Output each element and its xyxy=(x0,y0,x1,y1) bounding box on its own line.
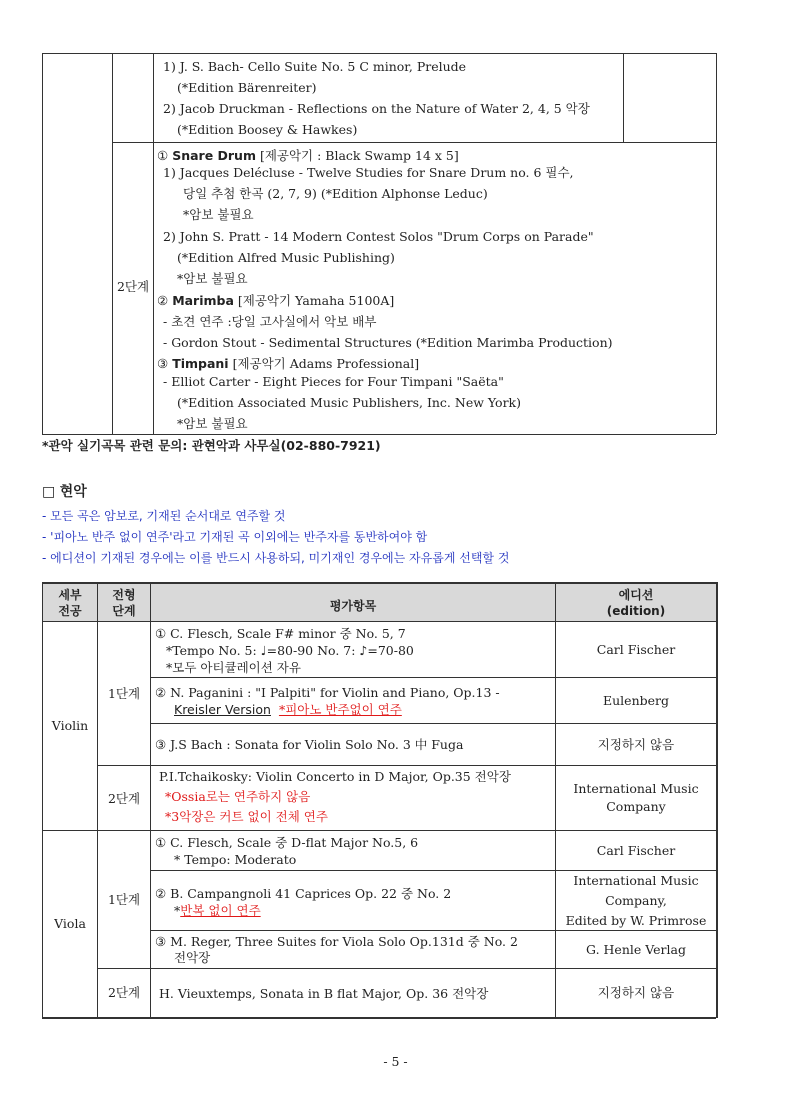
checkbox-icon: □ xyxy=(42,484,56,500)
violin-item2-edition: Eulenberg xyxy=(603,692,669,708)
snare-line: (*Edition Alfred Music Publishing) xyxy=(177,250,395,265)
item-line xyxy=(155,902,451,919)
marimba-heading xyxy=(157,290,394,311)
stage-label: 2단계 xyxy=(116,279,150,294)
top-table-top-border xyxy=(42,53,716,54)
violin-item1-edition: Carl Fischer xyxy=(596,641,676,657)
item-line xyxy=(155,701,500,718)
item-line: *모두 아티큘레이션 자유 xyxy=(166,660,301,675)
violin-stage2: 2단계 xyxy=(107,791,141,806)
table-bottom-border xyxy=(42,1017,716,1019)
header-stage-line1: 전형 xyxy=(112,587,136,602)
timpani-title: Timpani xyxy=(172,356,229,371)
violin-label: Violin xyxy=(51,718,89,733)
snare-line: 당일 추첨 한곡 (2, 7, 9) (*Edition Alphonse Leduc) xyxy=(183,186,488,201)
viola-label: Viola xyxy=(54,916,86,931)
header-major-line1: 세부 xyxy=(58,587,82,602)
snare-line: 2) John S. Pratt - 14 Modern Contest Solos "Drum Corps on Parade" xyxy=(163,229,594,244)
marimba-line: - Gordon Stout - Sedimental Structures (*Edition Marimba Production) xyxy=(163,335,613,350)
snare-instrument: [제공악기 : Black Swamp 14 x 5] xyxy=(255,148,459,163)
header-major xyxy=(43,584,97,621)
page-number: - 5 - xyxy=(383,1054,408,1069)
edition-line: International Music xyxy=(573,873,699,888)
item-line: * Tempo: Moderato xyxy=(174,852,297,867)
no-piano-note: *피아노 반주없이 연주 xyxy=(278,702,402,717)
timpani-instrument: [제공악기 Adams Professional] xyxy=(228,356,420,371)
section-title: 현악 xyxy=(59,484,87,500)
viola-stage2: 2단계 xyxy=(107,985,141,1000)
marimba-mark: ② xyxy=(157,293,173,308)
header-edition xyxy=(556,584,716,621)
piece-line: 1) J. S. Bach- Cello Suite No. 5 C minor, Prelude xyxy=(163,59,467,74)
item-line: *Tempo No. 5: ♩=80-90 No. 7: ♪=70-80 xyxy=(166,643,414,658)
item-line: ② B. Campangnoli 41 Caprices Op. 22 중 No. 2 xyxy=(155,886,452,901)
marimba-line: - 초견 연주 :당일 고사실에서 악보 배부 xyxy=(163,314,377,329)
violin-item3: ③ J.S Bach : Sonata for Violin Solo No. 3 中 Fuga xyxy=(155,737,464,752)
top-table-row-divider xyxy=(113,142,716,143)
rule-line: - 모든 곡은 암보로, 기재된 순서대로 연주할 것 xyxy=(42,509,286,523)
top-table-col-divider xyxy=(112,53,113,434)
timpani-line: (*Edition Associated Music Publishers, Inc. New York) xyxy=(177,395,522,410)
item-line: 전악장 xyxy=(174,950,211,965)
viola-item3-edition: G. Henle Verlag xyxy=(586,941,686,957)
top-table-col-divider xyxy=(153,53,154,434)
item-line: ② N. Paganini : "I Palpiti" for Violin and Piano, Op.13 - xyxy=(155,685,500,700)
rule-line: - 에디션이 기재된 경우에는 이를 반드시 사용하되, 미기재인 경우에는 자유롭게 선택할 것 xyxy=(42,551,510,565)
snare-line: *암보 불필요 xyxy=(183,207,254,222)
viola-item4-edition: 지정하지 않음 xyxy=(597,985,675,1000)
violin-item3-edition: 지정하지 않음 xyxy=(597,736,675,752)
header-edition-line1: 에디션 xyxy=(618,587,654,602)
viola-item2-edition xyxy=(556,871,716,931)
top-table-col-divider xyxy=(623,53,624,142)
item-line: ① C. Flesch, Scale F# minor 중 No. 5, 7 xyxy=(155,626,406,641)
header-edition-line2: (edition) xyxy=(606,603,666,618)
viola-item1-edition: Carl Fischer xyxy=(596,842,676,858)
violin-item2 xyxy=(155,684,500,718)
timpani-line: *암보 불필요 xyxy=(177,416,248,431)
top-table-left-border xyxy=(42,53,43,434)
col-divider xyxy=(150,582,151,1018)
snare-line: 1) Jacques Delécluse - Twelve Studies for Snare Drum no. 6 필수, xyxy=(163,165,574,180)
contact-note: *관악 실기곡목 관련 문의: 관현악과 사무실(02-880-7921) xyxy=(42,438,381,453)
piece-line: (*Edition Boosey & Hawkes) xyxy=(177,122,358,137)
edition-line: Edited by W. Primrose xyxy=(565,913,707,928)
header-items: 평가항목 xyxy=(329,598,377,613)
item-line: ① C. Flesch, Scale 중 D-flat Major No.5, 6 xyxy=(155,835,419,850)
header-stage-line2: 단계 xyxy=(112,603,136,618)
item-note: *3악장은 커트 없이 전체 연주 xyxy=(165,809,328,824)
timpani-mark: ③ xyxy=(157,356,173,371)
table-left-border xyxy=(42,582,43,1018)
star-mark: * xyxy=(174,903,181,918)
viola-stage1: 1단계 xyxy=(107,892,141,907)
piece-line: 2) Jacob Druckman - Reflections on the Nature of Water 2, 4, 5 악장 xyxy=(163,101,590,116)
edition-line: Company xyxy=(606,799,666,814)
header-major-line2: 전공 xyxy=(58,603,82,618)
snare-mark: ① xyxy=(157,148,173,163)
marimba-instrument: [제공악기 Yamaha 5100A] xyxy=(233,293,395,308)
violin-stage1: 1단계 xyxy=(107,686,141,701)
marimba-title: Marimba xyxy=(172,293,234,308)
item-line: P.I.Tchaikosky: Violin Concerto in D Major, Op.35 전악장 xyxy=(159,769,511,784)
edition-line: International Music xyxy=(573,781,699,796)
top-table-right-border xyxy=(716,53,717,434)
kreisler-version: Kreisler Version xyxy=(174,702,271,717)
header-stage xyxy=(98,584,150,621)
viola-item3 xyxy=(155,934,518,966)
snare-line: *암보 불필요 xyxy=(177,271,248,286)
snare-title: Snare Drum xyxy=(172,148,256,163)
violin-item4 xyxy=(159,767,511,827)
no-repeat-note: 반복 없이 연주 xyxy=(180,903,261,918)
item-note: *Ossia로는 연주하지 않음 xyxy=(165,789,311,804)
timpani-line: - Elliot Carter - Eight Pieces for Four Timpani "Saëta" xyxy=(163,374,504,389)
item-line: ③ M. Reger, Three Suites for Viola Solo Op.131d 중 No. 2 xyxy=(155,934,518,949)
table-right-border xyxy=(716,582,718,1018)
viola-item4: H. Vieuxtemps, Sonata in B flat Major, Op. 36 전악장 xyxy=(159,986,489,1001)
edition-line: Company, xyxy=(605,893,667,908)
piece-line: (*Edition Bärenreiter) xyxy=(177,80,317,95)
viola-item1 xyxy=(155,834,418,868)
violin-item4-edition xyxy=(556,766,716,830)
violin-item1 xyxy=(155,625,414,676)
viola-item2 xyxy=(155,885,451,919)
section-heading xyxy=(42,482,87,503)
rule-line: - '피아노 반주 없이 연주'라고 기재된 곡 이외에는 반주자를 동반하여야 함 xyxy=(42,530,428,544)
